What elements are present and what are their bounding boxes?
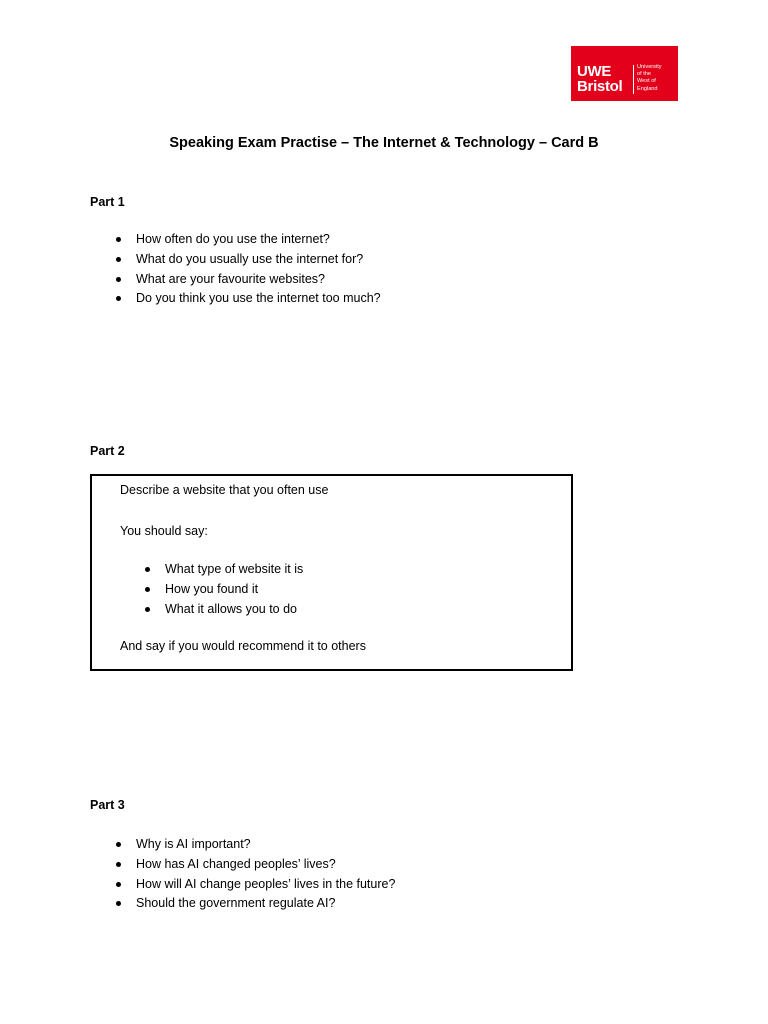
list-item: How will AI change peoples’ lives in the future?	[136, 875, 395, 895]
cue-card-intro: You should say:	[120, 524, 208, 538]
list-item: Should the government regulate AI?	[136, 894, 395, 914]
part1-heading: Part 1	[90, 195, 125, 209]
list-item: How has AI changed peoples’ lives?	[136, 855, 395, 875]
part3-question-list	[136, 835, 395, 914]
logo-subtitle	[637, 64, 662, 93]
list-item: What it allows you to do	[165, 600, 303, 620]
list-item: What do you usually use the internet for?	[136, 250, 381, 270]
cue-card-closing: And say if you would recommend it to others	[120, 639, 366, 653]
cue-card-points	[165, 560, 303, 619]
part2-heading: Part 2	[90, 444, 125, 458]
logo-text-uwe: UWE	[577, 63, 612, 80]
list-item: Do you think you use the internet too much?	[136, 289, 381, 309]
page-title: Speaking Exam Practise – The Internet & Technology – Card B	[169, 135, 599, 151]
list-item: How often do you use the internet?	[136, 230, 381, 250]
list-item: Why is AI important?	[136, 835, 395, 855]
list-item: What are your favourite websites?	[136, 270, 381, 290]
logo-subtitle-line: University	[637, 64, 662, 70]
logo-text-bristol: Bristol	[577, 78, 623, 95]
logo-subtitle-line: West of	[637, 78, 656, 85]
part1-question-list	[136, 230, 381, 309]
part3-heading: Part 3	[90, 798, 125, 812]
cue-card-prompt: Describe a website that you often use	[120, 483, 329, 497]
part2-cue-card	[90, 474, 573, 671]
list-item: How you found it	[165, 580, 303, 600]
list-item: What type of website it is	[165, 560, 303, 580]
uwe-bristol-logo	[571, 46, 678, 101]
logo-divider	[633, 65, 634, 94]
logo-subtitle-line: of the	[637, 71, 651, 78]
logo-subtitle-line: England	[637, 85, 658, 92]
